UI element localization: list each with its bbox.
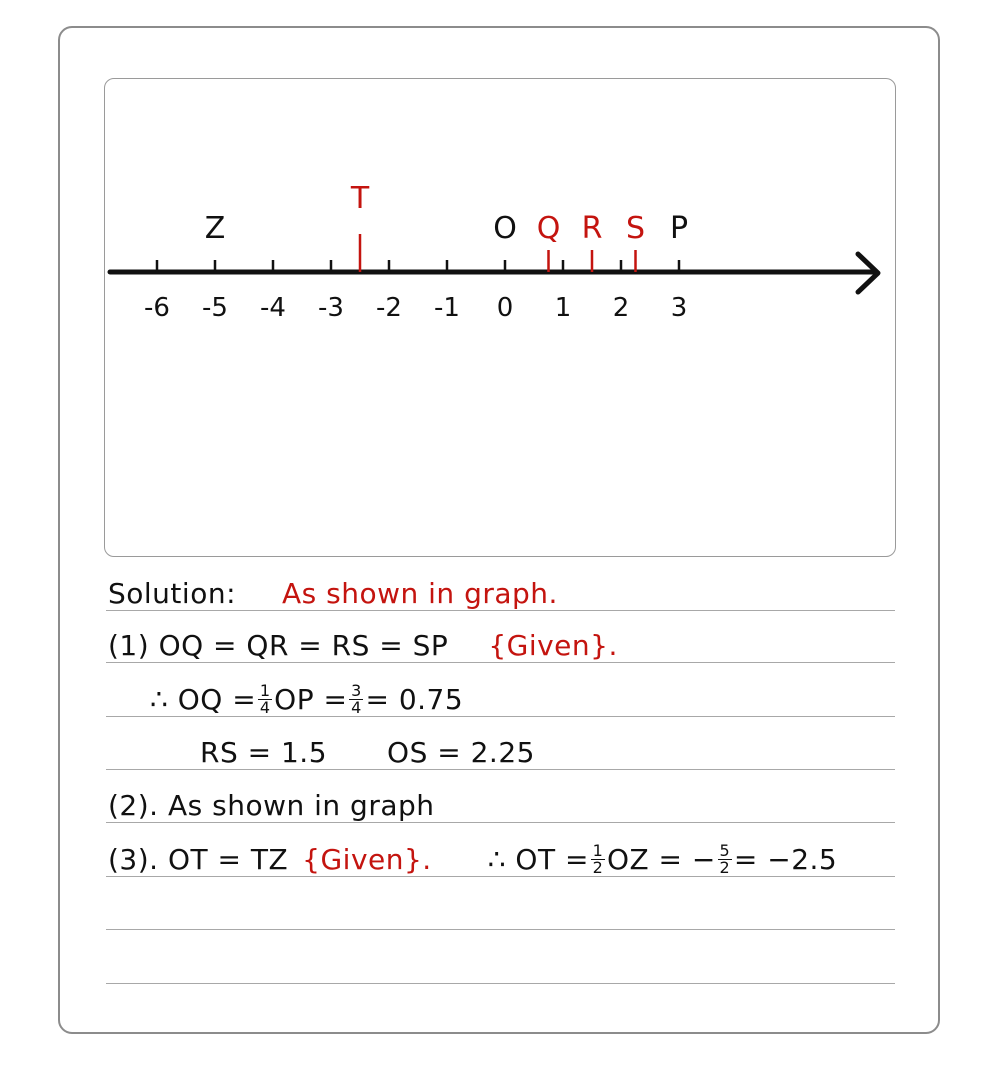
given-note-1: {Given}. [488,629,618,662]
ruled-line-8 [106,983,895,984]
ot-result: = −2.5 [733,843,838,876]
ot-tz-statement: (3). OT = TZ [108,843,289,876]
ruled-line-5 [106,822,895,823]
fraction-three-quarters: $\frac{3}{4}$ [351,681,362,717]
solution-line-6 [108,836,837,876]
rs-value: RS = 1.5 [200,736,328,769]
ruled-line-6 [106,876,895,877]
fraction-one-quarter: $\frac{1}{4}$ [259,681,271,717]
point-label-r: R [581,211,603,246]
tick-label: -5 [202,293,228,323]
solution-line-1 [108,570,558,610]
ruled-line-4 [106,769,895,770]
oq-prefix: ∴ OQ = [150,683,257,716]
ot-prefix: ∴ OT = [487,843,589,876]
ruled-line-2 [106,662,895,663]
tick-label: 0 [496,293,514,323]
point-label-q: Q [536,211,561,246]
solution-line-4 [200,729,535,769]
tick-label: -3 [318,293,344,323]
oz-mid: OZ = − [606,843,716,876]
tick-label: -4 [260,293,286,323]
point-label-o: O [493,211,517,246]
tick-label: -1 [434,293,460,323]
os-value: OS = 2.25 [387,736,535,769]
ruled-line-3 [106,716,895,717]
point-label-p: P [669,211,689,246]
solution-graph-note: As shown in graph. [282,577,558,610]
solution-line-3 [150,676,463,716]
equal-segments-statement: (1) OQ = QR = RS = SP [108,629,449,662]
tick-label: 3 [670,293,688,323]
given-note-2: {Given}. [302,843,432,876]
op-mid: OP = [274,683,348,716]
tick-label: -6 [144,293,170,323]
ruled-line-7 [106,929,895,930]
oq-result: = 0.75 [365,683,464,716]
tick-label: -2 [376,293,402,323]
point-label-t: T [350,181,370,216]
tick-label: 2 [612,293,630,323]
point-label-s: S [625,211,646,246]
fraction-five-halves: $\frac{5}{2}$ [719,841,731,877]
part-two-statement: (2). As shown in graph [108,789,435,822]
solution-line-5 [108,782,435,822]
point-label-z: Z [204,211,226,246]
fraction-one-half: $\frac{1}{2}$ [592,841,604,877]
solution-line-2 [108,622,618,662]
tick-label: 1 [554,293,572,323]
ruled-line-1 [106,610,895,611]
solution-heading: Solution: [108,577,236,610]
